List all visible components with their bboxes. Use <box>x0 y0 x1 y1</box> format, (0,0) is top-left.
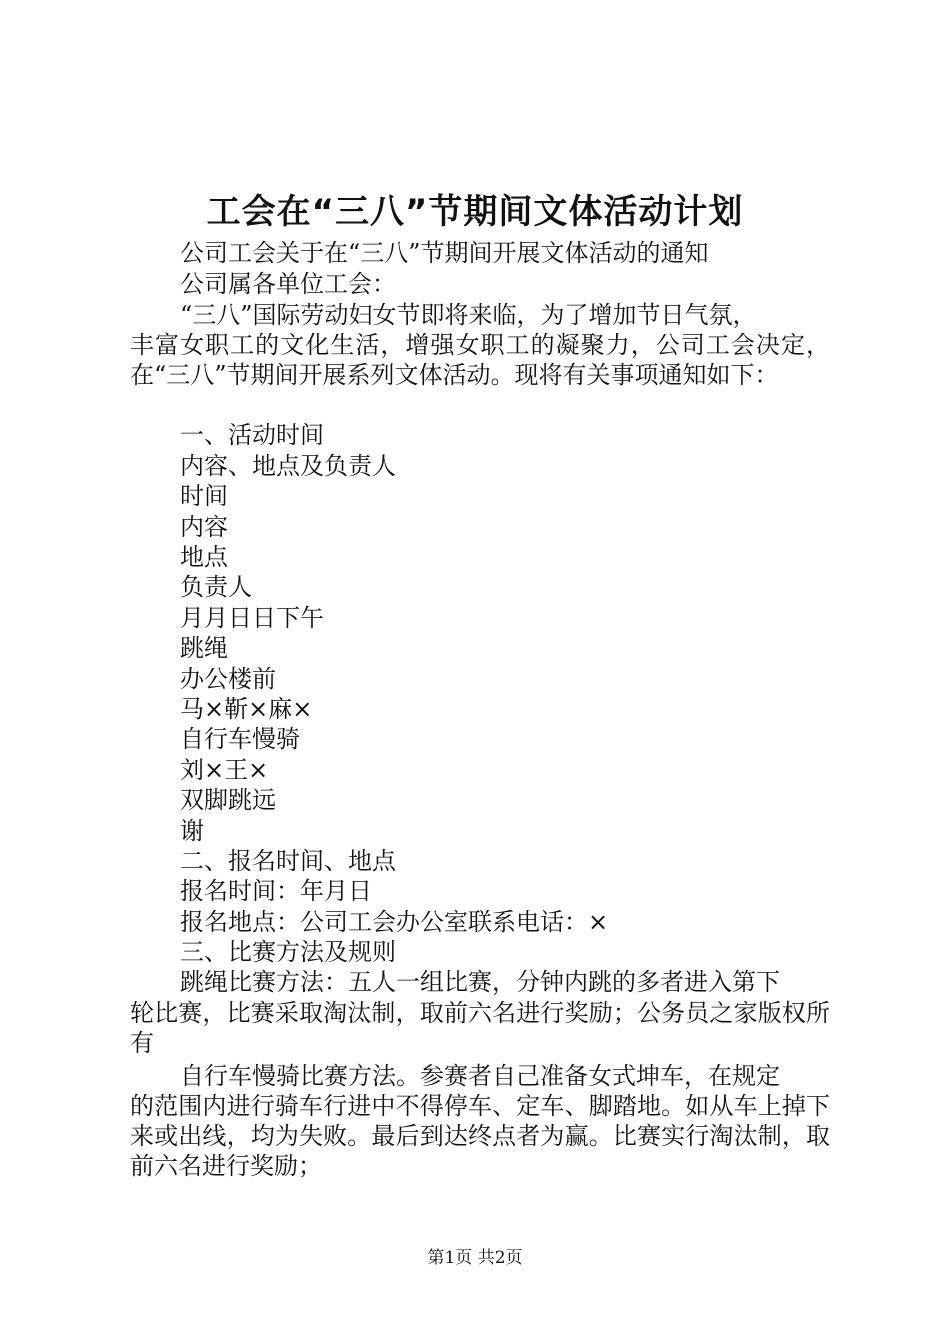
section-1-line: 内容、地点及负责人 <box>180 452 396 480</box>
notice-heading: 公司工会关于在“三八”节期间开展文体活动的通知 <box>180 239 709 267</box>
salutation: 公司属各单位工会： <box>180 270 396 298</box>
signup-time: 报名时间：年月日 <box>180 877 372 905</box>
intro-paragraph-first-line: “三八”国际劳动妇女节即将来临，为了增加节日气氛， <box>180 301 757 329</box>
intro-paragraph-rest: 丰富女职工的文化生活，增强女职工的凝聚力，公司工会决定，在“三八”节期间开展系列文体活动。现将有关事项通知如下： <box>130 331 830 389</box>
section-2-heading: 二、报名时间、地点 <box>180 847 396 875</box>
bike-rule-first-line: 自行车慢骑比赛方法。参赛者自己准备女式坤车，在规定 <box>180 1062 780 1090</box>
section-1-line: 谢 <box>180 817 204 845</box>
section-1-line: 时间 <box>180 482 228 510</box>
signup-place: 报名地点：公司工会办公室联系电话：× <box>180 908 609 936</box>
section-1-line: 跳绳 <box>180 634 228 662</box>
section-1-line: 马×靳×麻× <box>180 695 313 723</box>
section-3-heading: 三、比赛方法及规则 <box>180 938 396 966</box>
page-footer: 第1页 共2页 <box>427 1248 523 1268</box>
section-1-line: 刘×王× <box>180 756 269 784</box>
rope-rule-first-line: 跳绳比赛方法：五人一组比赛，分钟内跳的多者进入第下 <box>180 968 780 996</box>
document-title: 工会在“三八”节期间文体活动计划 <box>206 192 744 232</box>
section-1-line: 内容 <box>180 513 228 541</box>
section-1-line: 办公楼前 <box>180 665 276 693</box>
rope-rule-rest: 轮比赛，比赛采取淘汰制，取前六名进行奖励；公务员之家版权所有 <box>130 999 830 1057</box>
section-1-line: 负责人 <box>180 573 252 601</box>
section-1-line: 月月日日下午 <box>180 604 324 632</box>
section-1-line: 双脚跳远 <box>180 786 276 814</box>
section-1-line: 自行车慢骑 <box>180 725 300 753</box>
section-1-heading: 一、活动时间 <box>180 421 324 449</box>
section-1-line: 地点 <box>180 543 228 571</box>
bike-rule-rest: 的范围内进行骑车行进中不得停车、定车、脚踏地。如从车上掉下来或出线，均为失败。最后到达终点者为赢。比赛实行淘汰制，取前六名进行奖励； <box>130 1092 830 1180</box>
